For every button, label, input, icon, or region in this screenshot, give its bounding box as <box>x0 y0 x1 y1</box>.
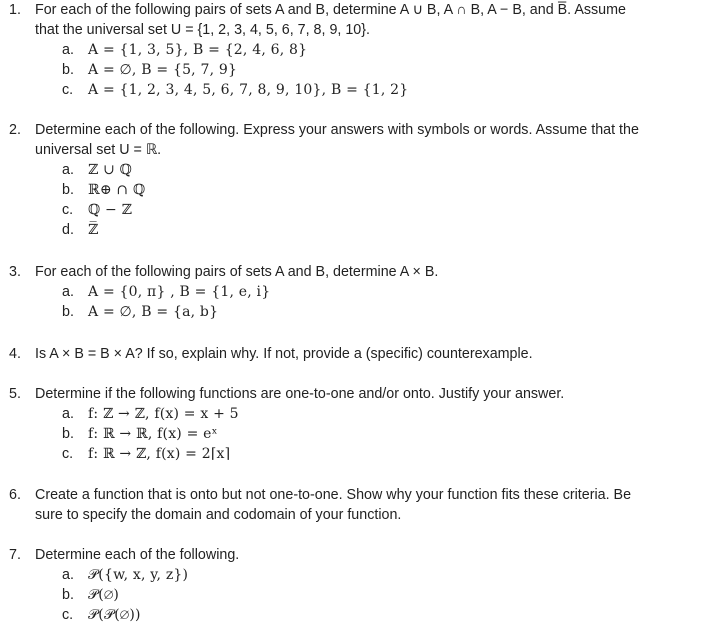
question-2-number: 2. <box>9 122 21 138</box>
part-label: b. <box>62 587 74 603</box>
question-6-number: 6. <box>9 487 21 503</box>
question-2-part-b <box>0 180 705 200</box>
part-expression: f: ℝ → ℝ, f(x) = eˣ <box>88 426 218 442</box>
part-expression: 𝒫({w, x, y, z}) <box>88 567 189 583</box>
question-3-text-line-1: For each of the following pairs of sets A and B, determine A × B. <box>35 264 439 280</box>
question-6 <box>0 485 705 525</box>
question-5-number: 5. <box>9 386 21 402</box>
part-label: a. <box>62 42 74 58</box>
question-3 <box>0 262 705 322</box>
question-1-part-b <box>0 60 705 80</box>
part-expression: A = {1, 2, 3, 4, 5, 6, 7, 8, 9, 10}, B = {1, 2} <box>88 82 409 98</box>
question-1-line-1 <box>0 0 705 20</box>
question-1 <box>0 0 705 100</box>
part-expression: f: ℤ → ℤ, f(x) = x + 5 <box>88 406 239 422</box>
question-1-part-c <box>0 80 705 100</box>
part-label: b. <box>62 426 74 442</box>
question-3-part-a <box>0 282 705 302</box>
question-4-line-1 <box>0 344 705 364</box>
question-1-text-line-1: For each of the following pairs of sets A and B, determine A ∪ B, A ∩ B, A − B, and B̅. Assume <box>35 2 626 18</box>
question-2-line-1 <box>0 120 705 140</box>
question-2 <box>0 120 705 240</box>
question-3-part-b <box>0 302 705 322</box>
question-7-part-c <box>0 605 705 625</box>
question-3-line-1 <box>0 262 705 282</box>
part-expression: 𝒫(𝒫(∅)) <box>88 607 141 623</box>
part-label: a. <box>62 162 74 178</box>
question-6-text-line-1: Create a function that is onto but not one-to-one. Show why your function fits these criteria. Be <box>35 487 632 503</box>
part-label: b. <box>62 62 74 78</box>
part-expression: A = ∅, B = {a, b} <box>88 304 219 320</box>
question-3-number: 3. <box>9 264 21 280</box>
question-1-number: 1. <box>9 2 21 18</box>
part-label: d. <box>62 222 74 238</box>
part-expression: A = {0, π} , B = {1, e, i} <box>88 284 271 300</box>
question-4-text-line-1: Is A × B = B × A? If so, explain why. If not, provide a (specific) counterexample. <box>35 346 533 362</box>
question-7-text-line-1: Determine each of the following. <box>35 547 240 563</box>
part-expression: ℤ ∪ ℚ <box>88 162 133 178</box>
question-5-line-1 <box>0 384 705 404</box>
question-1-part-a <box>0 40 705 60</box>
question-2-part-d <box>0 220 705 240</box>
question-6-line-1 <box>0 485 705 505</box>
question-7 <box>0 545 705 625</box>
part-label: b. <box>62 304 74 320</box>
question-5-part-c <box>0 444 705 464</box>
question-5 <box>0 384 705 464</box>
question-2-part-a <box>0 160 705 180</box>
question-4-number: 4. <box>9 346 21 362</box>
part-label: a. <box>62 406 74 422</box>
part-label: c. <box>62 82 74 98</box>
question-7-line-1 <box>0 545 705 565</box>
part-expression: ℝ⊕ ∩ ℚ <box>88 182 146 198</box>
question-2-line-2 <box>0 140 705 160</box>
part-expression: ℚ − ℤ <box>88 202 133 218</box>
part-expression: ℤ̅ <box>88 222 99 238</box>
question-2-text-line-1: Determine each of the following. Express your answers with symbols or words. Assume that the <box>35 122 639 138</box>
question-5-text-line-1: Determine if the following functions are one-to-one and/or onto. Justify your answer. <box>35 386 565 402</box>
question-1-line-2 <box>0 20 705 40</box>
question-6-line-2 <box>0 505 705 525</box>
question-2-text-line-2: universal set U = ℝ. <box>35 142 162 158</box>
part-expression: f: ℝ → ℤ, f(x) = 2⌈x⌉ <box>88 446 231 462</box>
part-label: c. <box>62 202 74 218</box>
part-label: b. <box>62 182 74 198</box>
question-4 <box>0 344 705 364</box>
part-label: c. <box>62 446 74 462</box>
part-label: a. <box>62 284 74 300</box>
question-7-number: 7. <box>9 547 21 563</box>
question-6-text-line-2: sure to specify the domain and codomain of your function. <box>35 507 402 523</box>
part-expression: 𝒫(∅) <box>88 587 120 603</box>
part-expression: A = {1, 3, 5}, B = {2, 4, 6, 8} <box>88 42 308 58</box>
question-1-text-line-2: that the universal set U = {1, 2, 3, 4, 5, 6, 7, 8, 9, 10}. <box>35 22 370 38</box>
question-7-part-a <box>0 565 705 585</box>
part-label: c. <box>62 607 74 623</box>
question-2-part-c <box>0 200 705 220</box>
question-7-part-b <box>0 585 705 605</box>
question-5-part-a <box>0 404 705 424</box>
question-5-part-b <box>0 424 705 444</box>
part-expression: A = ∅, B = {5, 7, 9} <box>88 62 238 78</box>
part-label: a. <box>62 567 74 583</box>
